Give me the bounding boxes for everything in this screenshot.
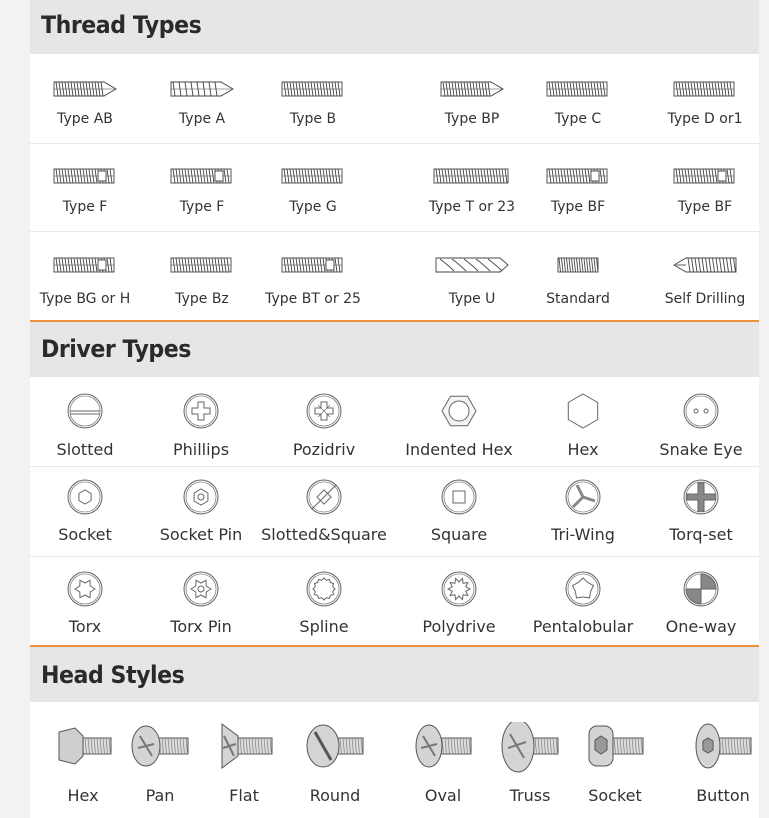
spline-icon [306,571,342,607]
head-style-item-label: Round [309,786,361,805]
pozidriv-icon [306,393,342,429]
thread-type-item-label: Self Drilling [664,291,746,307]
head-style-item [663,722,769,808]
driver-type-item-label: Pozidriv [292,440,356,459]
driver-type-item-label: Snake Eye [659,440,743,459]
thread-type-item [645,250,765,313]
driver-type-item [399,571,519,639]
driver-type-item-label: Phillips [172,440,230,459]
one-way-icon [683,571,719,607]
thread-type-item-label: Type Bz [175,291,229,307]
snake-eye-icon [683,393,719,429]
driver-type-item [264,571,384,639]
thread-type-bp-icon [439,74,505,104]
truss-head-screw-icon [500,722,560,774]
driver-type-item-label: Torq-set [669,525,733,544]
head-style-item-label: Socket [588,786,642,805]
head-style-item-label: Button [696,786,750,805]
thread-standard-icon [554,250,602,280]
driver-type-item-label: Hex [567,440,599,459]
head-style-item-label: Flat [229,786,259,805]
socket-icon [67,479,103,515]
head-styles-header [30,647,759,702]
driver-types-header [30,322,759,377]
round-head-screw-icon [305,722,365,774]
hex-icon [565,393,601,429]
thread-type-item-label: Type BF [677,199,733,215]
thread-self-drilling-icon [672,250,738,280]
indented-hex-icon [441,393,477,429]
head-style-item-label: Hex [67,786,99,805]
pentalobular-icon [565,571,601,607]
thread-type-item [645,74,765,133]
thread-type-f-icon [169,161,235,191]
thread-type-t-icon [432,161,512,191]
driver-type-item [641,393,761,462]
thread-type-bt-icon [280,250,346,280]
thread-type-item-label: Type BG or H [39,291,131,307]
thread-type-item-label: Type F [179,199,225,215]
driver-type-item [261,479,387,547]
fastener-reference-panel [30,0,759,818]
driver-type-item [399,393,519,462]
thread-type-item-label: Type BF [550,199,606,215]
driver-type-item-label: Spline [299,617,349,636]
driver-type-item [641,479,761,547]
thread-type-item [253,250,373,313]
thread-type-item-label: Type BT or 25 [265,291,361,307]
thread-type-bz-icon [169,250,235,280]
phillips-icon [183,393,219,429]
head-style-item-label: Oval [424,786,462,805]
driver-type-item [141,393,261,462]
thread-type-ab-icon [52,74,118,104]
button-head-screw-icon [693,722,753,774]
thread-type-item-label: Type D or1 [667,111,743,127]
thread-type-c-icon [545,74,611,104]
thread-type-item [253,74,373,133]
slotted-square-icon [306,479,342,515]
driver-type-item [264,393,384,462]
thread-types-title: Thread Types [41,11,202,39]
driver-type-item-label: Pentalobular [532,617,634,636]
thread-type-item-label: Type AB [57,111,113,127]
torq-set-icon [683,479,719,515]
driver-types-title: Driver Types [41,335,191,363]
driver-type-item [641,571,761,639]
thread-type-bf-icon [545,161,611,191]
flat-head-screw-icon [214,722,274,774]
tri-wing-icon [565,479,601,515]
square-icon [441,479,477,515]
thread-type-f-icon [52,161,118,191]
driver-type-item [141,479,261,547]
thread-type-item [645,161,765,221]
polydrive-icon [441,571,477,607]
thread-type-u-icon [434,250,510,280]
driver-type-item-label: Slotted&Square [261,525,387,544]
socket-head-screw-icon [585,722,645,774]
thread-types-header [30,0,759,54]
thread-type-item [518,161,638,221]
driver-type-item-label: Tri-Wing [551,525,615,544]
driver-type-item-label: Torx Pin [170,617,232,636]
driver-type-item-label: Square [430,525,488,544]
thread-type-item-label: Type B [289,111,337,127]
thread-type-item-label: Type C [554,111,602,127]
thread-type-item-label: Type A [178,111,226,127]
head-styles-title: Head Styles [41,661,185,689]
driver-type-item-label: Slotted [56,440,114,459]
head-style-item-label: Truss [509,786,551,805]
torx-pin-icon [183,571,219,607]
thread-type-g-icon [280,161,346,191]
thread-type-a-icon [169,74,235,104]
thread-type-d-icon [672,74,738,104]
socket-pin-icon [183,479,219,515]
thread-type-item-label: Type G [289,199,337,215]
thread-type-item-label: Type BP [444,111,500,127]
driver-type-item [141,571,261,639]
thread-type-item-label: Type F [62,199,108,215]
thread-type-bf-icon [672,161,738,191]
thread-type-item [518,74,638,133]
thread-type-item [518,250,638,313]
pan-head-screw-icon [130,722,190,774]
driver-type-item-label: Polydrive [422,617,496,636]
driver-type-item-label: One-way [665,617,737,636]
thread-type-bg-icon [52,250,118,280]
driver-type-item-label: Torx [68,617,102,636]
thread-type-item-label: Type T or 23 [428,199,516,215]
thread-type-b-icon [280,74,346,104]
thread-type-item-label: Type U [448,291,496,307]
driver-type-item-label: Socket [58,525,112,544]
slotted-icon [67,393,103,429]
thread-type-item [253,161,373,221]
driver-type-item-label: Socket Pin [159,525,243,544]
oval-head-screw-icon [413,722,473,774]
torx-icon [67,571,103,607]
head-style-item-label: Pan [145,786,175,805]
driver-type-item [399,479,519,547]
thread-type-item-label: Standard [546,291,610,307]
driver-type-item-label: Indented Hex [405,440,513,459]
